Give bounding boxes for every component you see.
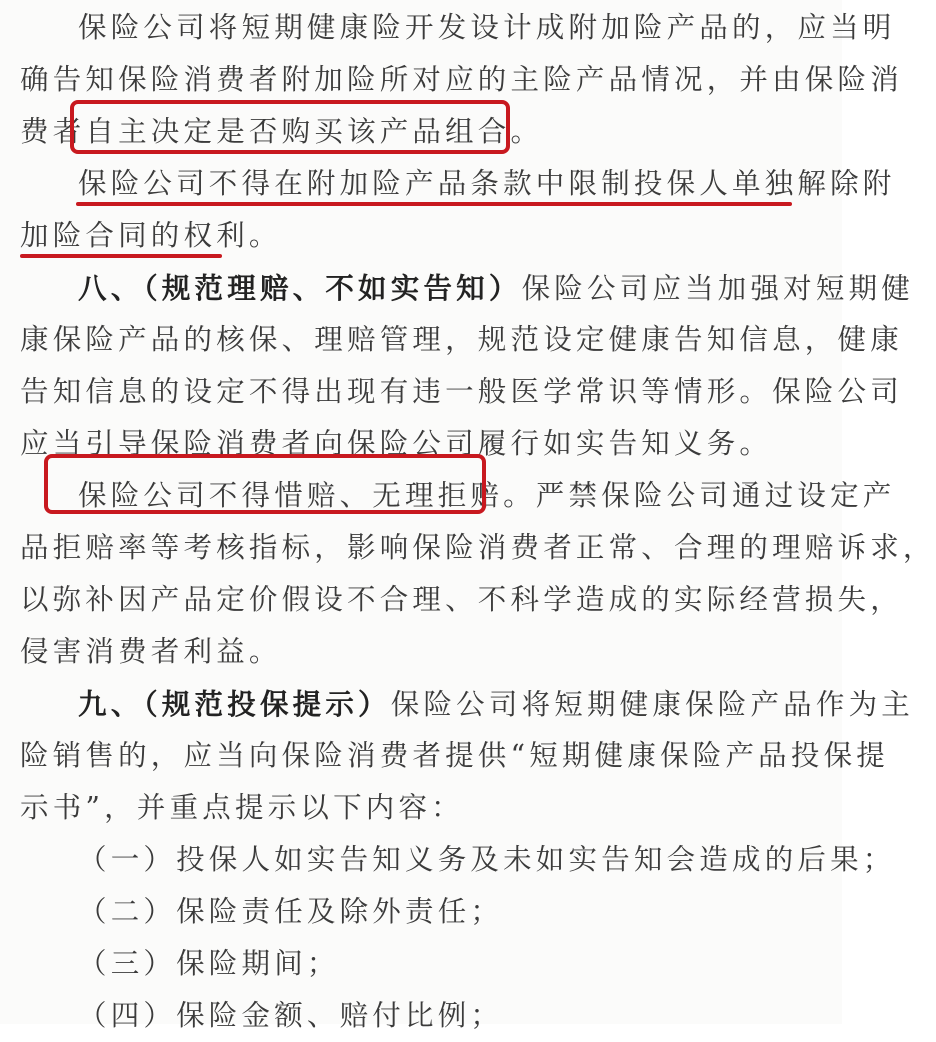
text-line-2: 确告知保险消费者附加险所对应的主险产品情况，并由保险消: [20, 63, 903, 96]
text-line-12: 以弥补因产品定价假设不合理、不科学造成的实际经营损失，: [20, 583, 903, 616]
text-line-5: 加险合同的权利。: [20, 219, 282, 252]
annotation-box-self-decision: [70, 100, 510, 154]
section-8-heading: 八、（规范理赔、不如实告知）: [78, 271, 522, 305]
list-item-2: （二）保险责任及除外责任；: [78, 895, 504, 928]
text-line-16: 示书”，并重点提示以下内容：: [20, 791, 464, 824]
text-line-13: 侵害消费者利益。: [20, 635, 282, 668]
text-line-6: [78, 262, 920, 314]
section-9-heading: 九、（规范投保提示）: [78, 687, 391, 721]
annotation-underline-line-2: [20, 254, 222, 258]
text-line-9: 应当引导保险消费者向保险公司履行如实告知义务。: [20, 427, 773, 460]
text-line-14: [78, 678, 920, 730]
text-line-7: 康保险产品的核保、理赔管理，规范设定健康告知信息，健康: [20, 323, 903, 356]
annotation-box-no-refusal: [44, 454, 486, 514]
text-line-4: 保险公司不得在附加险产品条款中限制投保人单独解除附: [78, 167, 896, 200]
section-9-text: 保险公司将短期健康保险产品作为主: [390, 688, 914, 721]
section-8-text: 保险公司应当加强对短期健: [521, 272, 914, 305]
text-line-3: 费者自主决定是否购买该产品组合。: [20, 115, 544, 148]
text-line-11: 品拒赔率等考核指标，影响保险消费者正常、合理的理赔诉求，: [20, 531, 936, 564]
list-item-4: （四）保险金额、赔付比例；: [78, 999, 504, 1032]
text-line-10: 保险公司不得惜赔、无理拒赔。严禁保险公司通过设定产: [78, 479, 896, 512]
text-line-8: 告知信息的设定不得出现有违一般医学常识等情形。保险公司: [20, 375, 903, 408]
text-line-15: 险销售的，应当向保险消费者提供“短期健康保险产品投保提: [20, 739, 889, 772]
text-line-1: 保险公司将短期健康险开发设计成附加险产品的，应当明: [78, 11, 896, 44]
list-item-1: （一）投保人如实告知义务及未如实告知会造成的后果；: [78, 843, 896, 876]
list-item-3: （三）保险期间；: [78, 947, 340, 980]
annotation-underline-line-1: [76, 202, 792, 206]
